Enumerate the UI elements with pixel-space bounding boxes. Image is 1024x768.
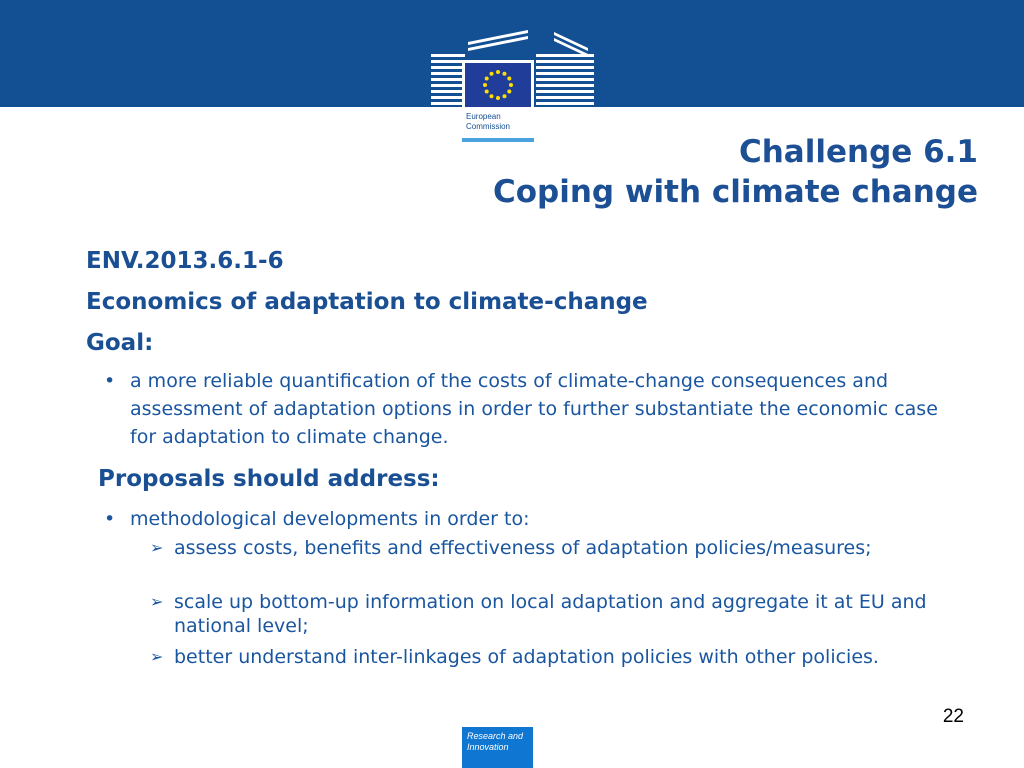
svg-text:Commission: Commission [466,122,511,131]
goal-bullet-text: a more reliable quantification of the costs of climate-change consequences and assessment of adaptation options in order to further substantiate the economic case for adaptation to climate change. [130,370,938,448]
badge-text [467,731,531,753]
sub-item [150,645,980,697]
page-number: 22 [942,706,964,727]
sub-item [150,536,980,588]
sub-item-text: scale up bottom-up information on local adaptation and aggregate it at EU and national level; [174,591,927,637]
badge-line-1: Research and [467,731,524,741]
goal-bullet [104,367,974,457]
goal-heading: Goal: [86,330,154,356]
sub-item-text: better understand inter-linkages of adaptation policies with other policies. [174,646,879,668]
slide-title [493,132,978,212]
topic-title: Economics of adaptation to climate-change [86,289,648,315]
bullet-icon: • [104,370,116,392]
proposals-heading: Proposals should address: [98,466,440,492]
svg-text:European: European [466,112,501,121]
title-line-1: Challenge 6.1 [738,134,978,170]
sub-item-text: assess costs, benefits and effectiveness of adaptation policies/measures; [174,537,872,559]
arrow-bullet-icon: ➢ [150,538,164,557]
research-innovation-badge [462,727,533,768]
proposals-bullet [104,505,964,535]
title-line-2: Coping with climate change [493,174,978,210]
european-commission-logo [428,30,596,142]
arrow-bullet-icon: ➢ [150,647,164,666]
sub-item [150,590,980,642]
arrow-bullet-icon: ➢ [150,592,164,611]
badge-line-2: Innovation [467,742,509,752]
proposals-bullet-text: methodological developments in order to: [130,508,530,530]
bullet-icon: • [104,508,116,530]
topic-code: ENV.2013.6.1-6 [86,248,284,274]
